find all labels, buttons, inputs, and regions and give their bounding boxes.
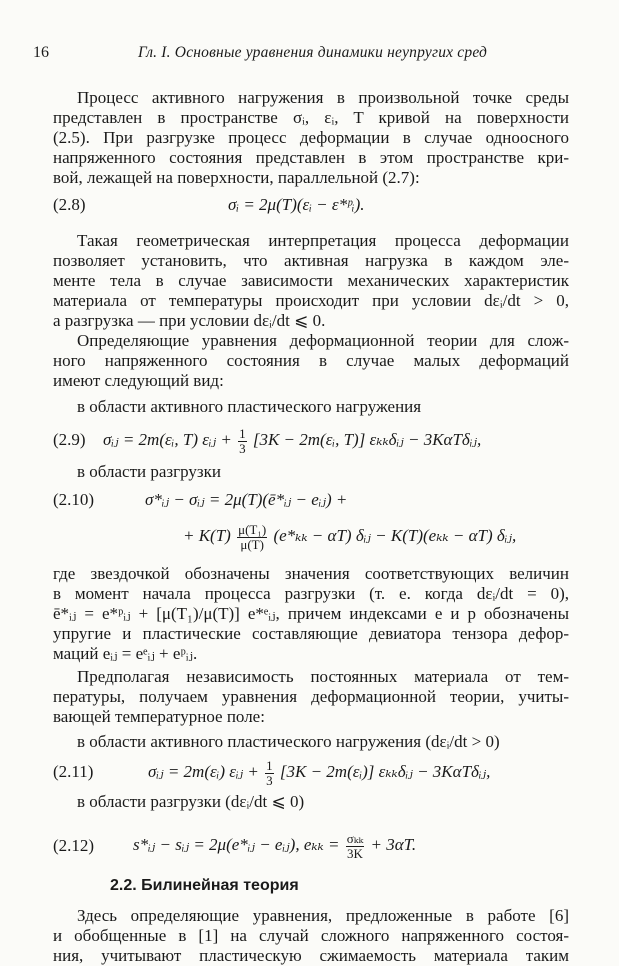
paragraph-line: имеют следующий вид: xyxy=(53,371,224,390)
paragraph-line: (2.5). При разгрузке процесс деформации в случае одноосного xyxy=(53,128,569,147)
paragraph-line: упругие и пластические составляющие девиатора тензора дефор- xyxy=(53,624,569,643)
equation-term: (e*ₖₖ − αT) δᵢⱼ − K(T)(eₖₖ − αT) δᵢⱼ, xyxy=(273,526,517,545)
paragraph-line: Здесь определяющие уравнения, предложенные в работе [6] xyxy=(77,906,569,925)
paragraph-line: позволяет установить, что активная нагрузка в каждом эле- xyxy=(53,251,569,270)
fraction-numerator: 1 xyxy=(239,425,246,441)
paragraph-line: в момент начала процесса разгрузки (т. е. когда dεᵢ/dt = 0), xyxy=(53,584,569,603)
paragraph-line: Такая геометрическая интерпретация процесса деформации xyxy=(77,231,569,250)
equation-2-10-line2 xyxy=(183,518,516,554)
equation-term: + K(T) xyxy=(183,526,231,545)
fraction-numerator: σₖₖ xyxy=(346,830,364,846)
label-active-loading: в области активного пластического нагружения (dεᵢ/dt > 0) xyxy=(77,732,500,751)
paragraph-line: где звездочкой обозначены значения соответствующих величин xyxy=(53,564,569,583)
fraction xyxy=(346,832,365,861)
equation-term: s*ᵢⱼ − sᵢⱼ = 2μ(e*ᵢⱼ − eᵢⱼ), eₖₖ = xyxy=(133,835,340,854)
equation-2-10-line1: σ*ᵢⱼ − σᵢⱼ = 2μ(T)(ē*ᵢⱼ − eᵢⱼ) + xyxy=(145,490,348,509)
paragraph-line: ē*ᵢⱼ = e*ᵖᵢⱼ + [μ(T₁)/μ(T)] e*ᵉᵢⱼ, причем индексами e и p обозначены xyxy=(53,604,569,623)
paragraph-tail-clipped xyxy=(53,946,569,965)
fraction-denominator: 3K xyxy=(347,845,363,861)
paragraph-line: представлен в пространстве σᵢ, εᵢ, T кривой на поверхности xyxy=(53,108,569,127)
paragraph-line: напряженного состояния представлен в этом пространстве кри- xyxy=(53,148,569,167)
equation-number: (2.8) xyxy=(53,195,86,214)
equation-rhs: [3K − 2m(εᵢ)] εₖₖδᵢⱼ − 3KαTδᵢⱼ, xyxy=(279,762,491,781)
equation-2-8: σᵢ = 2μ(T)(εᵢ − ε*ᵖᵢ). xyxy=(228,195,365,214)
fraction-numerator: μ(T₁) xyxy=(238,521,267,537)
paragraph-line: маций eᵢⱼ = eᵉᵢⱼ + eᵖᵢⱼ. xyxy=(53,644,198,663)
fraction-denominator: μ(T) xyxy=(240,536,264,552)
equation-number: (2.12) xyxy=(53,836,95,855)
equation-lhs: σᵢⱼ = 2m(εᵢ) εᵢⱼ + xyxy=(148,762,259,781)
equation-term: + 3αT. xyxy=(370,835,417,854)
paragraph-line: Определяющие уравнения деформационной теории для слож- xyxy=(77,331,569,350)
fraction-denominator: 3 xyxy=(266,772,273,788)
equation-rhs: [3K − 2m(εᵢ, T)] εₖₖδᵢⱼ − 3KαTδᵢⱼ, xyxy=(252,430,482,449)
equation-2-12 xyxy=(133,826,416,864)
fraction-numerator: 1 xyxy=(266,757,273,773)
paragraph-line: а разгрузка — при условии dεᵢ/dt ⩽ 0. xyxy=(53,311,326,330)
section-heading: 2.2. Билинейная теория xyxy=(110,877,299,894)
paragraph-line: ния, учитывают пластическую сжимаемость материала таким xyxy=(53,946,569,965)
paragraph-line: вой, лежащей на поверхности, параллельной (2.7): xyxy=(53,168,420,187)
paragraph-line: ного напряженного состояния в случае малых деформаций xyxy=(53,351,569,370)
label-unloading: в области разгрузки (dεᵢ/dt ⩽ 0) xyxy=(77,792,305,811)
fraction xyxy=(237,523,267,552)
paragraph-line: и обобщенные в [1] на случай сложного напряженного состоя- xyxy=(53,926,569,945)
fraction xyxy=(265,759,274,788)
paragraph-line: менте тела в случае зависимости механических характеристик xyxy=(53,271,569,290)
paragraph-line: Предполагая независимость постоянных материала от тем- xyxy=(77,667,569,686)
equation-number: (2.11) xyxy=(53,762,94,781)
paragraph-line: Процесс активного нагружения в произвольной точке среды xyxy=(77,88,569,107)
fraction xyxy=(238,427,247,456)
paragraph-line: вающей температурное поле: xyxy=(53,707,265,726)
equation-2-9 xyxy=(103,422,481,458)
equation-number: (2.9) xyxy=(53,430,86,449)
label-unloading: в области разгрузки xyxy=(77,462,221,481)
running-title: Гл. I. Основные уравнения динамики неупругих сред xyxy=(138,44,488,61)
paragraph-line: материала от температуры происходит при условии dεᵢ/dt > 0, xyxy=(53,291,569,310)
label-active-loading: в области активного пластического нагружения xyxy=(77,397,422,416)
equation-number: (2.10) xyxy=(53,490,95,509)
equation-lhs: σᵢⱼ = 2m(εᵢ, T) εᵢⱼ + xyxy=(103,430,232,449)
equation-2-11 xyxy=(148,754,490,790)
fraction-denominator: 3 xyxy=(239,440,246,456)
page-number: 16 xyxy=(33,44,49,61)
paragraph-line: пературы, получаем уравнения деформационной теории, учиты- xyxy=(53,687,569,706)
